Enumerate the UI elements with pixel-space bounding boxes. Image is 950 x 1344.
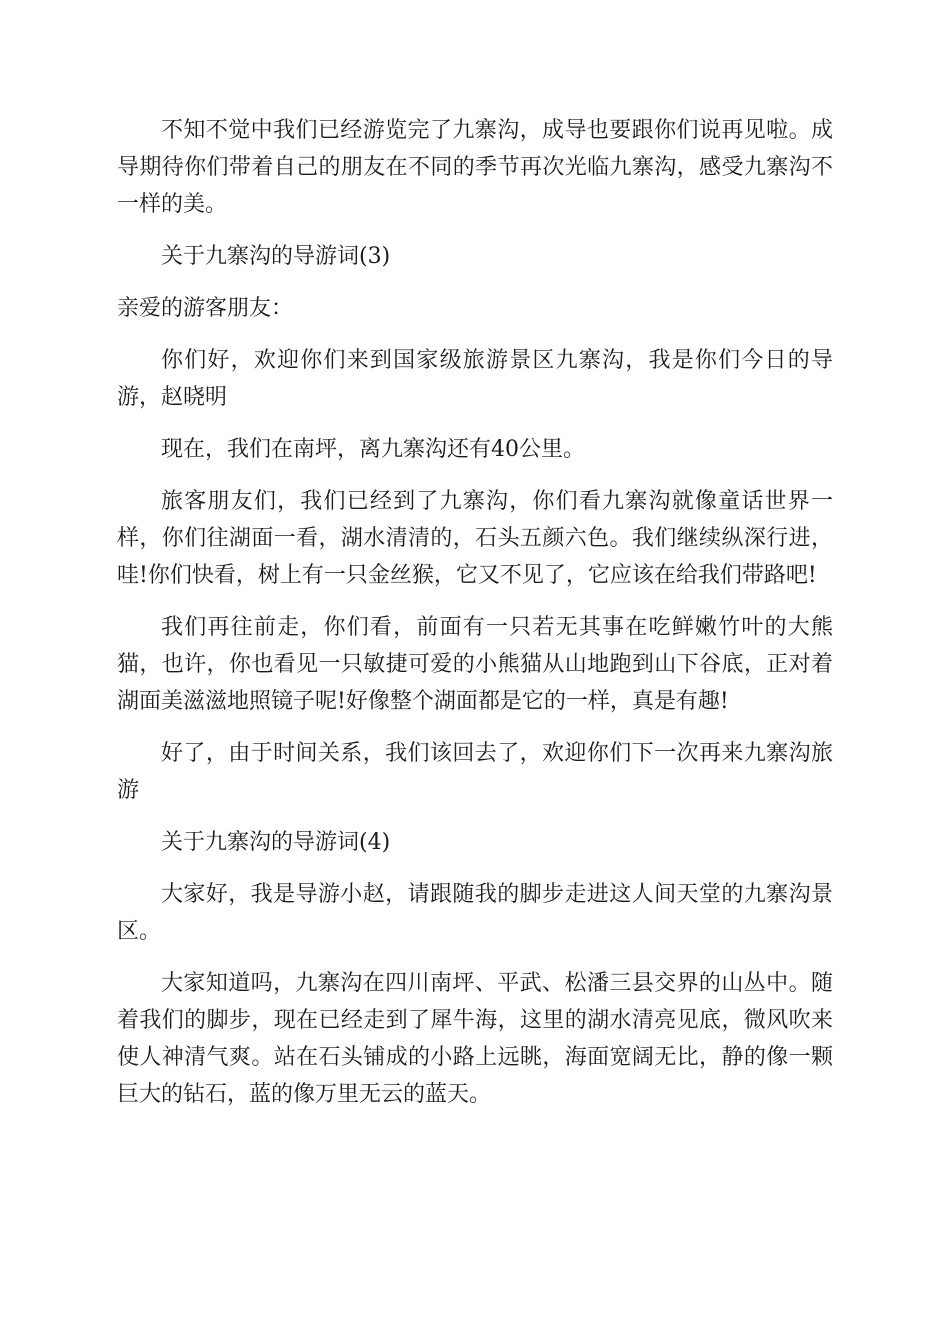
greeting-line: 亲爱的游客朋友：: [117, 296, 294, 321]
document-page: [117, 112, 833, 1128]
section-heading-4: 关于九寨沟的导游词(4): [161, 830, 391, 855]
paragraph-panda: 我们再往前走，你们看，前面有一只若无其事在吃鲜嫩竹叶的大熊猫，也许，你也看见一只敏捷可爱的小熊猫从山地跑到山下谷底，正对着湖面美滋滋地照镜子呢!好像整个湖面都是它的一样，真是有趣!: [117, 615, 833, 714]
paragraph-rhino-lake: 大家知道吗，九寨沟在四川南坪、平武、松潘三县交界的山丛中。随着我们的脚步，现在已经走到了犀牛海，这里的湖水清亮见底，微风吹来使人神清气爽。站在石头铺成的小路上远眺，海面宽阔无比，静的像一颗巨大的钻石，蓝的像万里无云的蓝天。: [117, 971, 833, 1107]
paragraph-return: 好了，由于时间关系，我们该回去了，欢迎你们下一次再来九寨沟旅游: [117, 741, 833, 803]
paragraph-intro: 大家好，我是导游小赵，请跟随我的脚步走进这人间天堂的九寨沟景区。: [117, 882, 833, 944]
section-heading-3: 关于九寨沟的导游词(3): [161, 244, 391, 269]
paragraph-welcome: 你们好，欢迎你们来到国家级旅游景区九寨沟，我是你们今日的导游，赵晓明: [117, 348, 833, 410]
paragraph-arrival: 旅客朋友们，我们已经到了九寨沟，你们看九寨沟就像童话世界一样，你们往湖面一看，湖水清清的，石头五颜六色。我们继续纵深行进，哇!你们快看，树上有一只金丝猴，它又不见了，它应该在给我们带路吧!: [117, 489, 833, 588]
paragraph-farewell: 不知不觉中我们已经游览完了九寨沟，成导也要跟你们说再见啦。成导期待你们带着自己的朋友在不同的季节再次光临九寨沟，感受九寨沟不一样的美。: [117, 118, 833, 217]
paragraph-location: 现在，我们在南坪，离九寨沟还有40公里。: [161, 437, 585, 462]
